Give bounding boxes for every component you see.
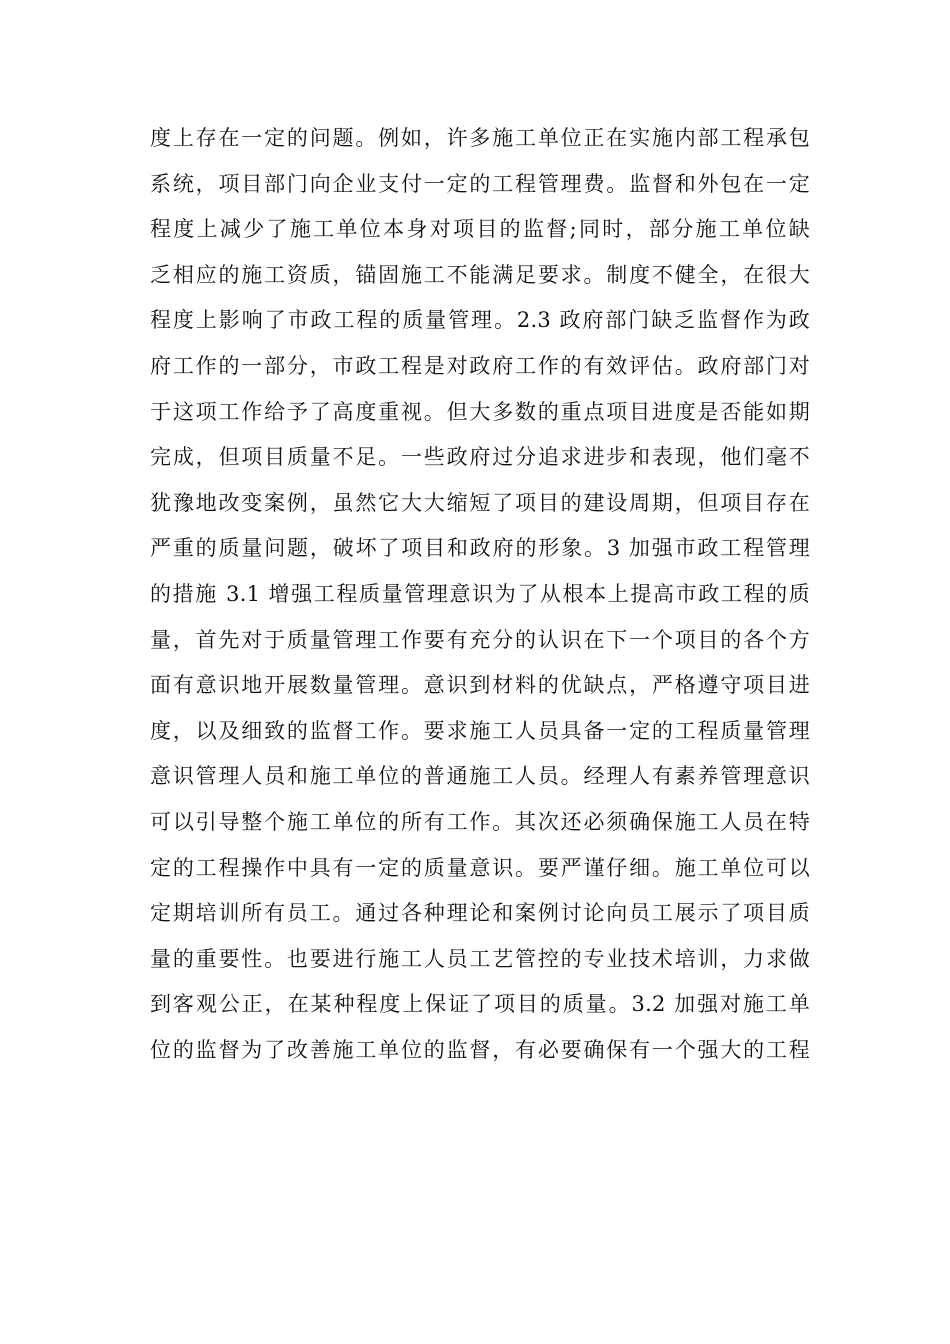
text-line: 到客观公正，在某种程度上保证了项目的质量。3.2 加强对施工单 xyxy=(150,992,810,1017)
text-line: 完成，但项目质量不足。一些政府过分追求进步和表现，他们毫不 xyxy=(150,445,810,470)
text-line: 府工作的一部分，市政工程是对政府工作的有效评估。政府部门对 xyxy=(150,353,810,378)
text-line: 度，以及细致的监督工作。要求施工人员具备一定的工程质量管理 xyxy=(150,718,810,743)
body-text xyxy=(150,116,810,1073)
text-line: 程度上影响了市政工程的质量管理。2.3 政府部门缺乏监督作为政 xyxy=(150,308,810,333)
text-line: 定期培训所有员工。通过各种理论和案例讨论向员工展示了项目质 xyxy=(150,901,810,926)
text-line: 于这项工作给予了高度重视。但大多数的重点项目进度是否能如期 xyxy=(150,399,810,424)
text-line: 程度上减少了施工单位本身对项目的监督;同时，部分施工单位缺 xyxy=(150,217,810,242)
text-line: 度上存在一定的问题。例如，许多施工单位正在实施内部工程承包 xyxy=(150,126,810,150)
text-line: 量的重要性。也要进行施工人员工艺管控的专业技术培训，力求做 xyxy=(150,946,810,971)
text-line: 意识管理人员和施工单位的普通施工人员。经理人有素养管理意识 xyxy=(150,764,810,789)
text-line: 系统，项目部门向企业支付一定的工程管理费。监督和外包在一定 xyxy=(150,171,810,196)
text-line: 乏相应的施工资质，锚固施工不能满足要求。制度不健全，在很大 xyxy=(150,262,810,287)
text-line: 面有意识地开展数量管理。意识到材料的优缺点，严格遵守项目进 xyxy=(150,673,810,698)
text-line: 定的工程操作中具有一定的质量意识。要严谨仔细。施工单位可以 xyxy=(150,855,810,880)
text-line: 犹豫地改变案例，虽然它大大缩短了项目的建设周期，但项目存在 xyxy=(150,490,810,515)
text-line: 量，首先对于质量管理工作要有充分的认识在下一个项目的各个方 xyxy=(150,627,810,652)
text-line: 严重的质量问题，破坏了项目和政府的形象。3 加强市政工程管理 xyxy=(150,536,810,561)
text-line: 的措施 3.1 增强工程质量管理意识为了从根本上提高市政工程的质 xyxy=(150,581,810,606)
text-line: 可以引导整个施工单位的所有工作。其次还必须确保施工人员在特 xyxy=(150,809,810,834)
text-line: 位的监督为了改善施工单位的监督，有必要确保有一个强大的工程 xyxy=(150,1037,810,1062)
